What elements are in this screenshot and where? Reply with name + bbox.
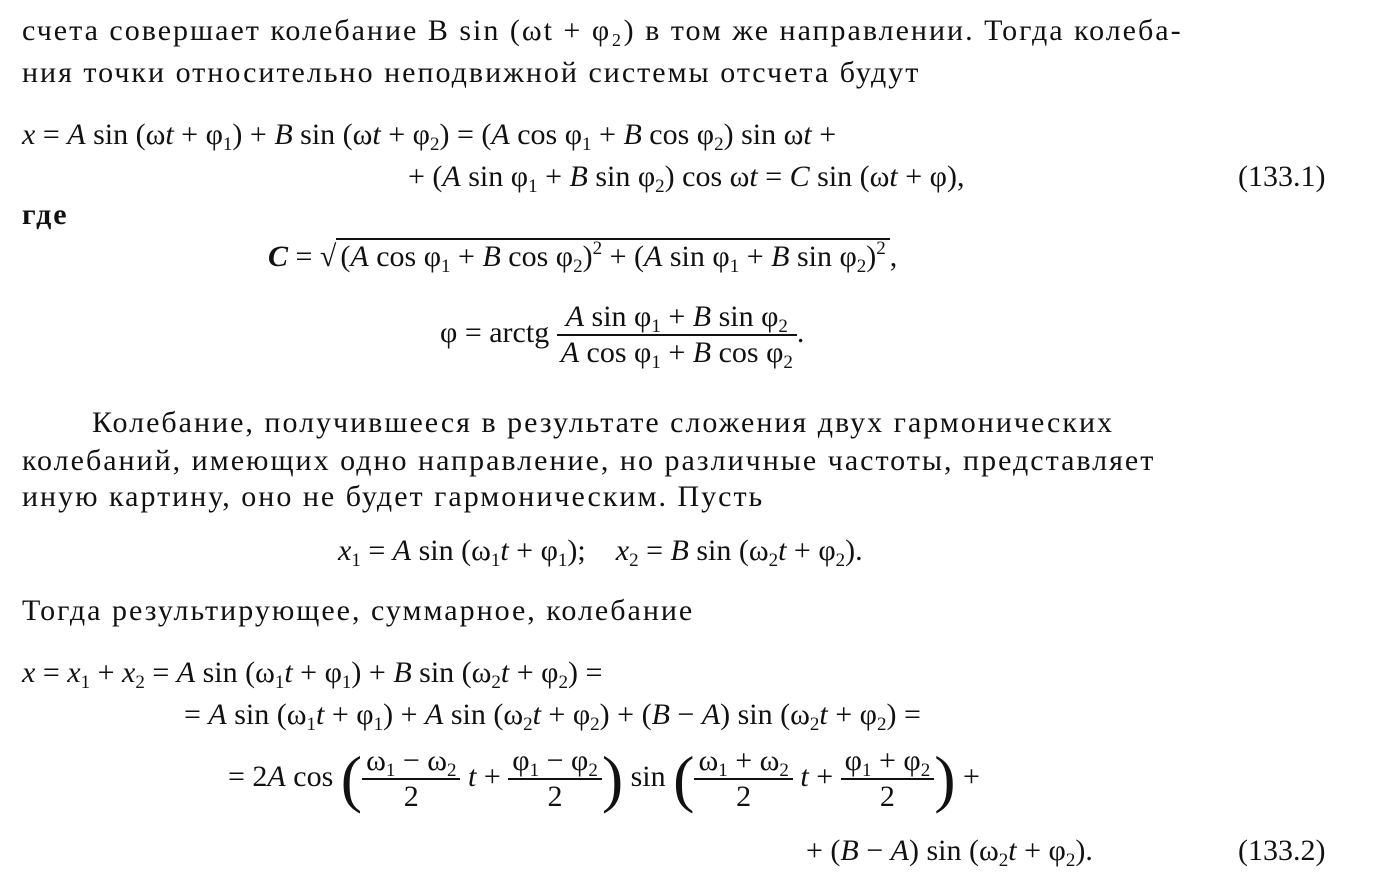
equation-number-133-1: (133.1) [1238,160,1326,193]
paragraph-2-line-3: иную картину, оно не будет гармоническим. Пусть [22,480,765,513]
equation-number-133-2: (133.2) [1238,834,1326,867]
phase-formula: φ = arctg $\frac{A \sin \varphi_1 + B \sin \varphi_2}{A \cos \varphi_1 + B \cos \varphi_2}$ . [440,300,805,373]
equation-133-1-line-1: x = A $\sin (\omega t + \varphi_1) + B$ $\sin (\omega t + \varphi_2) = (A$ $\cos \varphi_1 + B$ $\cos \varphi_2$) sin ωt + [22,118,837,155]
equation-133-2-line-3: = 2A cos ( $\frac{\omega_1 - \omega_2}{2}$ t + $\frac{\varphi_1 - \varphi_2}{2}$ ) sin ( $\frac{\omega_1 + \omega_2}{2}$ t + $\frac{\varphi_1 + \varphi_2}{2}$ ) + [228,743,980,814]
equation-133-2-line-1: $x = x_1 + x_2 = A$ $\sin (\omega_1t + \varphi_1) + B$ $\sin (\omega_2t + \varphi_2)$ = [22,656,603,693]
amplitude-formula: C = √ (A $\cos \varphi_1 + B$ $\cos \varphi_2)^2 + (A$ $\sin \varphi_1 + B$ $\sin \varphi_2)^2$ , [268,238,898,277]
paragraph-1-line-2: ния точки относительно неподвижной системы отсчета будут [22,56,921,89]
where-label: где [22,198,69,231]
equation-133-2-line-4: + (B − A) $\sin (\omega_2t + \varphi_2)$. [806,834,1093,871]
equation-133-2-line-2: = A $\sin (\omega_1t + \varphi_1) + A$ $\sin (\omega_2t + \varphi_2) + (B - A)$ $\sin (\omega_2t + \varphi_2)$ = [184,698,921,735]
paragraph-3-line-1: Тогда результирующее, суммарное, колебание [22,594,695,627]
paragraph-2-line-2: колебаний, имеющих одно направление, но различные частоты, представляет [22,444,1156,477]
paragraph-2-line-1: Колебание, получившееся в результате сложения двух гармонических [92,406,1114,439]
component-oscillations: $x_1 = A$ $\sin (\omega_1t + \varphi_1)$; $x_2 = B$ $\sin (\omega_2t + \varphi_2)$. [338,534,863,571]
paragraph-1-line-1: счета совершает колебание B sin (ωt + φ₂) в том же направлении. Тогда колеба- [22,14,1183,47]
equation-133-1-line-2: + (A $\sin \varphi_1 + B$ $\sin \varphi_2$) cos ωt = C sin (ωt + φ), [408,160,965,197]
